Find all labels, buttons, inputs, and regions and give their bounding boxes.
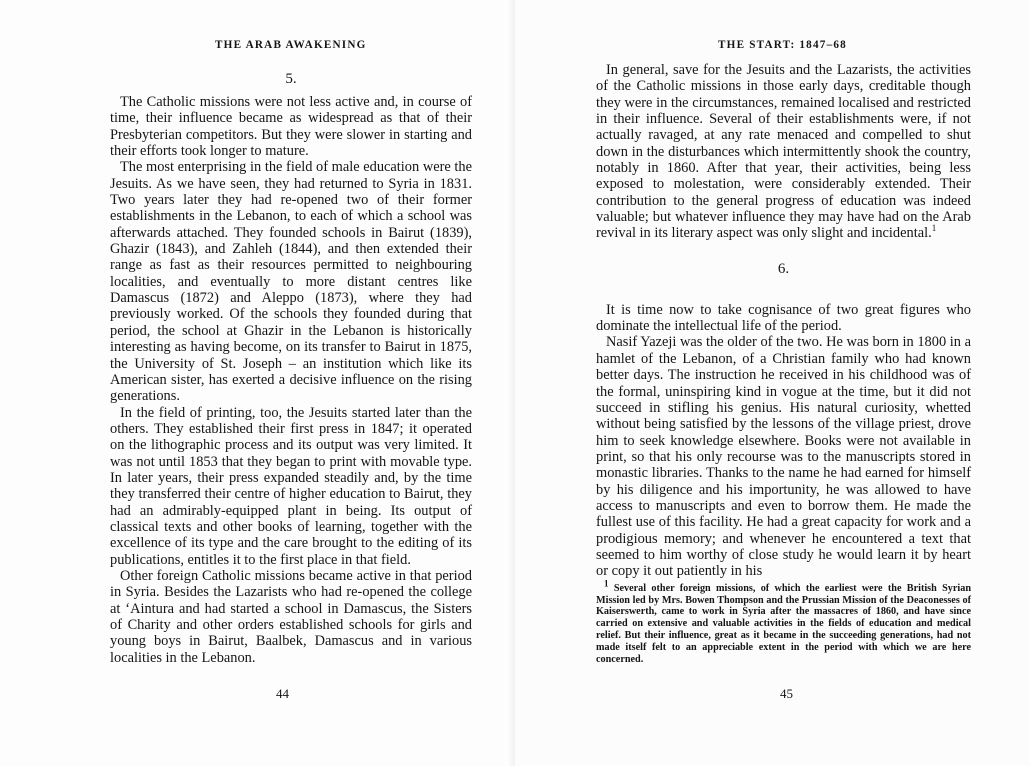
right-text-column bbox=[596, 62, 971, 666]
left-text-column bbox=[110, 70, 472, 666]
page-number-right: 45 bbox=[780, 686, 793, 701]
footnote-reference: 1 bbox=[931, 223, 937, 234]
page-number-left: 44 bbox=[276, 686, 289, 701]
spacer bbox=[596, 284, 971, 302]
footnote-marker: 1 bbox=[604, 578, 609, 589]
right-page bbox=[515, 0, 1030, 766]
paragraph-text: In general, save for the Jesuits and the Lazarists, the activities of the Catholic missions in those early days, creditable though they were in the circumstances, remained localised and restricted in their influence. Several of their establishments were, if not actually ravaged, at any rate menaced and compelled to shut down in the disturbances which intermittently shook the country, notably in 1860. After that year, their activities, being less exposed to molestation, were considerably extended. Their contribution to the general progress of education was indeed valuable; but whatever influence they may have had on the Arab revival in its literary aspect was only slight and incidental. bbox=[596, 62, 971, 242]
paragraph: Other foreign Catholic missions became active in that period in Syria. Besides the Lazarists who had re-opened the college at ‘Aintura and had started a school in Damascus, the Sisters of Charity and other orders established schools for girls and young boys in Bairut, Baalbek, Damascus and in various localities in the Lebanon. bbox=[110, 567, 472, 666]
footnote bbox=[596, 578, 971, 666]
section-number-6: 6. bbox=[777, 260, 790, 277]
paragraph: The Catholic missions were not less active and, in course of time, their influence became as widespread as that of their Presbyterian competitors. But they were slower in starting and their efforts took longer to mature. bbox=[110, 94, 472, 160]
footnote-text: Several other foreign missions, of which the earliest were the British Syrian Mission led by Mrs. Bowen Thompson and the Prussian Mission of the Deaconesses of Kaiserswerth, came to work in Syria after the massacres of 1860, and have since carried on extensive and valuable activities in the fields of education and medical relief. But their influence, great as it became in the succeeding generations, had not made itself felt to an appreciable extent in the period with which we are here concerned. bbox=[596, 582, 971, 666]
paragraph: In the field of printing, too, the Jesuits started later than the others. They established their first press in 1847; it operated on the lithographic process and its output was very limited. It was not until 1853 that they began to print with movable type. In later years, their press expanded steadily and, by the time they transferred their centre of higher education to Bairut, they had an admirably-equipped plant in being. Its output of classical texts and other books of learning, together with the excellence of its type and the care brought to the editing of its publications, entitles it to the first place in that field. bbox=[110, 404, 472, 568]
spacer bbox=[596, 242, 971, 260]
running-head-left: THE ARAB AWAKENING bbox=[215, 39, 367, 51]
section-number-5: 5. bbox=[285, 71, 297, 87]
paragraph: The most enterprising in the field of male education were the Jesuits. As we have seen, they had returned to Syria in 1831. Two years later they had re-opened two of their former establishments in the Lebanon, to each of which a school was afterwards attached. They founded schools in Bairut (1839), Ghazir (1843), and Zahleh (1844), and then extended their range as fast as their resources permitted to neighbouring localities, and eventually to more distant centres like Damascus (1872) and Aleppo (1873), where they had previously worked. Of the schools they founded during that period, the school at Ghazir in the Lebanon is historically interesting as having become, on its transfer to Bairut in 1875, the University of St. Joseph – an institution which like its American sister, has exerted a decisive influence on the rising generations. bbox=[110, 159, 472, 405]
paragraph: It is time now to take cognisance of two great figures who dominate the intellectual life of the period. bbox=[596, 301, 971, 335]
paragraph: Nasif Yazeji was the older of the two. He was born in 1800 in a hamlet of the Lebanon, of a Christian family who had known better days. The instruction he received in his childhood was of the formal, uninspiring kind in vogue at the time, but it did not succeed in stifling his genius. His natural curiosity, whetted without being satisfied by the lessons of the village priest, drove him to seek knowledge elsewhere. Books were not available in print, so that his only recourse was to the manuscripts stored in monastic libraries. Thanks to the name he had earned for himself by his diligence and his importunity, he was allowed to have access to manuscripts and even to borrow them. He made the fullest use of this facility. He had a great capacity for work and a prodigious memory; and whenever he encountered a text that seemed to him worthy of close study he would learn it by heart or copy it out patiently in his bbox=[596, 334, 971, 580]
running-head-right: THE START: 1847–68 bbox=[718, 39, 847, 51]
paragraph bbox=[596, 62, 971, 242]
